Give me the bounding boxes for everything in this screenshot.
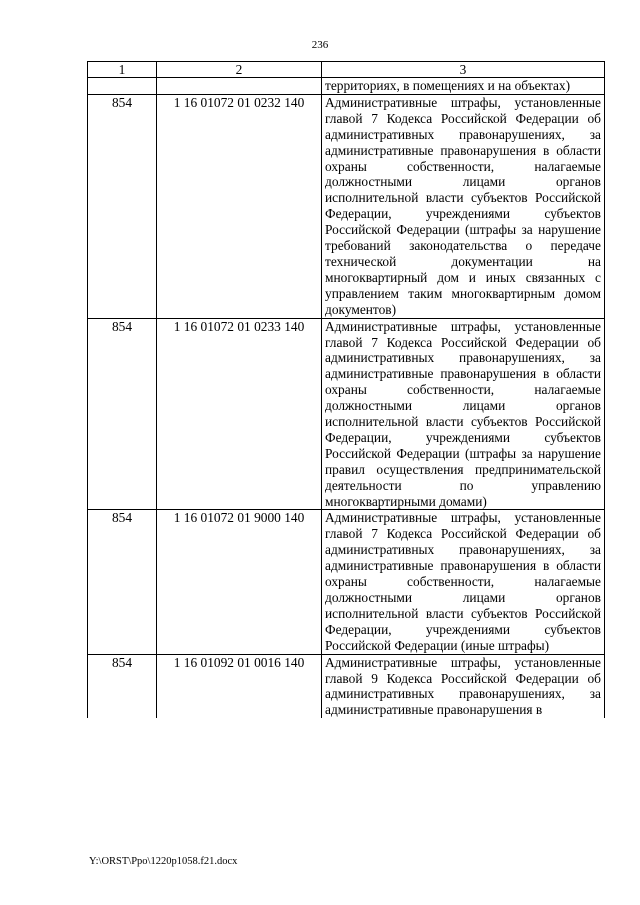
table-header-row — [88, 62, 605, 78]
empty-cell — [157, 78, 322, 95]
table-row — [88, 654, 605, 718]
document-file-path: Y:\ORST\Ppo\1220p1058.f21.docx — [89, 856, 238, 867]
admin-code: 854 — [88, 654, 157, 718]
budget-classification-code: 1 16 01092 01 0016 140 — [157, 654, 322, 718]
admin-code: 854 — [88, 510, 157, 654]
budget-classification-code: 1 16 01072 01 0233 140 — [157, 318, 322, 510]
empty-cell — [88, 78, 157, 95]
column-header-2: 2 — [157, 62, 322, 78]
income-description: Административные штрафы, установленные главой 7 Кодекса Российской Федерации об административных правонарушениях, за административные правонарушения в области охраны собственности, налагаемые должностными лицами органов исполнительной власти субъектов Российской Федерации, учреждениями субъектов Российской Федерации (штрафы за нарушение требований законодательства о передаче технической документации на многоквартирный дом и иных связанных с управлением таким многоквартирным домом документов) — [322, 94, 605, 318]
income-description: Административные штрафы, установленные главой 7 Кодекса Российской Федерации об административных правонарушениях, за административные правонарушения в области охраны собственности, налагаемые должностными лицами органов исполнительной власти субъектов Российской Федерации, учреждениями субъектов Российской Федерации (штрафы за нарушение правил осуществления предпринимательской деятельности по управлению многоквартирными домами) — [322, 318, 605, 510]
column-header-1: 1 — [88, 62, 157, 78]
income-description: Административные штрафы, установленные главой 7 Кодекса Российской Федерации об административных правонарушениях, за административные правонарушения в области охраны собственности, налагаемые должностными лицами органов исполнительной власти субъектов Российской Федерации, учреждениями субъектов Российской Федерации (иные штрафы) — [322, 510, 605, 654]
admin-code: 854 — [88, 94, 157, 318]
budget-codes-table — [87, 61, 605, 718]
page-number: 236 — [311, 39, 329, 51]
column-header-3: 3 — [322, 62, 605, 78]
table-row-continuation — [88, 78, 605, 95]
admin-code: 854 — [88, 318, 157, 510]
table-row — [88, 318, 605, 510]
table-row — [88, 94, 605, 318]
budget-classification-code: 1 16 01072 01 0232 140 — [157, 94, 322, 318]
table-row — [88, 510, 605, 654]
budget-classification-code: 1 16 01072 01 9000 140 — [157, 510, 322, 654]
continuation-text: территориях, в помещениях и на объектах) — [322, 78, 605, 95]
income-description: Административные штрафы, установленные главой 9 Кодекса Российской Федерации об административных правонарушениях, за административные правонарушения в — [322, 654, 605, 718]
